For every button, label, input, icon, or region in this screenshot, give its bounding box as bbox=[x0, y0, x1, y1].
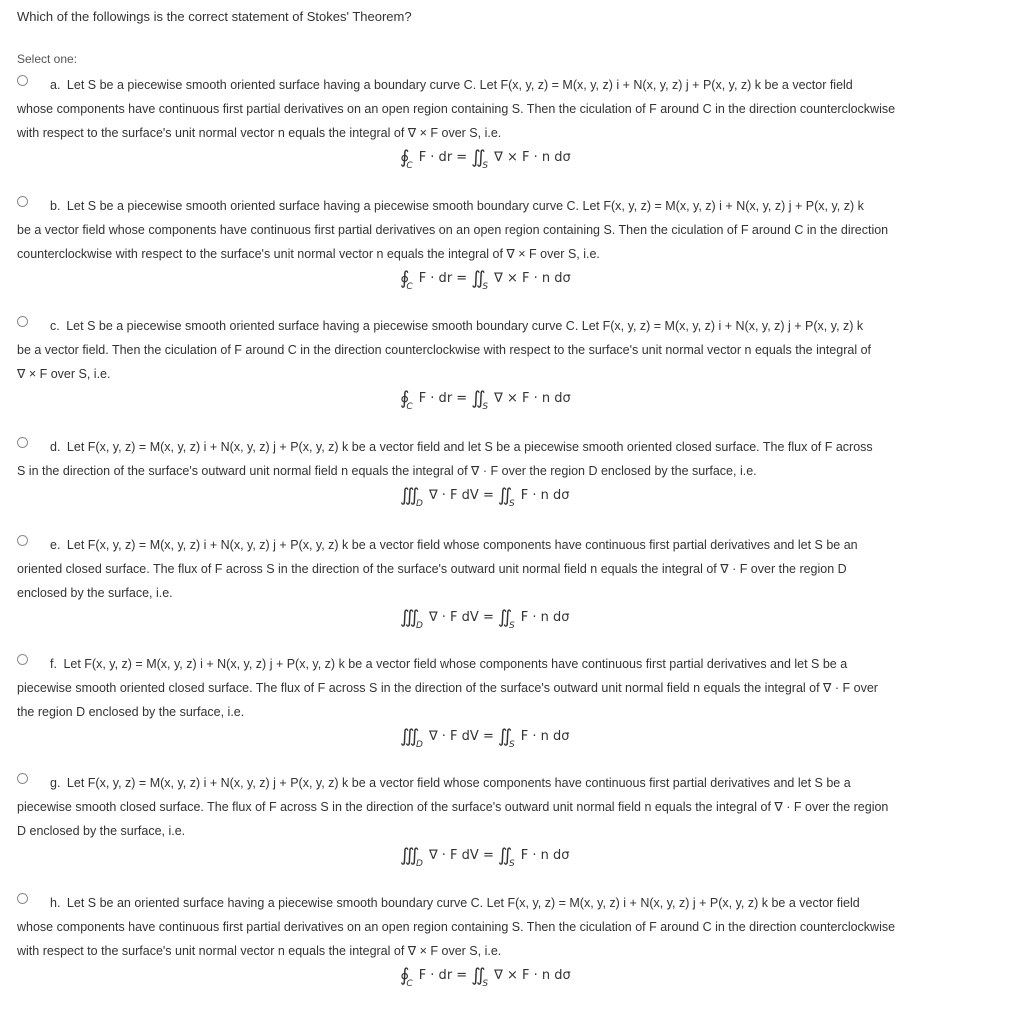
radio-button[interactable] bbox=[17, 773, 28, 784]
option-letter: f. bbox=[50, 657, 57, 671]
lhs-integrand: F · dr = bbox=[418, 391, 468, 406]
option-letter: a. bbox=[50, 78, 61, 92]
rhs-integral-domain: S bbox=[482, 161, 489, 171]
rhs-integral-sign: ∬ bbox=[497, 845, 509, 866]
rhs-integral-sign: ∬ bbox=[497, 726, 509, 747]
lhs-integrand: F · dr = bbox=[418, 150, 468, 165]
option-line: D enclosed by the surface, i.e. bbox=[17, 824, 186, 838]
option-line: with respect to the surface's unit normal vector n equals the integral of ∇ × F over S, i.e. bbox=[17, 944, 502, 958]
radio-button[interactable] bbox=[17, 316, 28, 327]
option-line: Let F(x, y, z) = M(x, y, z) i + N(x, y, z) j + P(x, y, z) k be a vector field whose components have continuous first partial derivatives and let S be an bbox=[66, 538, 858, 552]
rhs-integral-sign: ∬ bbox=[471, 268, 482, 289]
rhs-integrand: F · n dσ bbox=[520, 488, 570, 503]
lhs-integrand: ∇ · F dV = bbox=[428, 729, 494, 744]
option-line: Let S be an oriented surface having a piecewise smooth boundary curve C. Let F(x, y, z) = M(x, y, z) i + N(x, y, z) j + P(x, y, z) k be a vector field bbox=[66, 896, 860, 910]
divergence-formula bbox=[400, 726, 574, 750]
option-line: Let F(x, y, z) = M(x, y, z) i + N(x, y, z) j + P(x, y, z) k be a vector field whose components have continuous first partial derivatives and let S be a bbox=[66, 776, 851, 790]
lhs-integral-sign: ∮ bbox=[400, 965, 406, 986]
option-text bbox=[17, 771, 1007, 843]
lhs-integral-domain: C bbox=[406, 402, 413, 412]
lhs-integrand: ∇ · F dV = bbox=[428, 848, 494, 863]
option-line: be a vector field. Then the ciculation of F around C in the direction counterclockwise with respect to the surface's unit normal vector n equals the integral of bbox=[17, 343, 871, 357]
option-line: whose components have continuous first partial derivatives on an open region containing S. Then the ciculation of F around C in the direction counterclockwise bbox=[17, 102, 896, 116]
option-line: whose components have continuous first partial derivatives on an open region containing S. Then the ciculation of F around C in the direction counterclockwise bbox=[17, 920, 896, 934]
lhs-integral-sign: ∮ bbox=[400, 388, 406, 409]
lhs-integral-sign: ∮ bbox=[400, 268, 406, 289]
radio-button[interactable] bbox=[17, 437, 28, 448]
lhs-integrand: ∇ · F dV = bbox=[428, 610, 494, 625]
lhs-integral-sign: ∭ bbox=[400, 726, 416, 747]
divergence-formula bbox=[400, 845, 574, 869]
option-letter: d. bbox=[50, 440, 61, 454]
lhs-integrand: F · dr = bbox=[418, 271, 468, 286]
option-line: Let S be a piecewise smooth oriented surface having a boundary curve C. Let F(x, y, z) = M(x, y, z) i + N(x, y, z) j + P(x, y, z) k be a vector field bbox=[66, 78, 853, 92]
select-one-label: Select one: bbox=[17, 52, 78, 66]
option-a[interactable] bbox=[17, 73, 1007, 145]
option-line: Let S be a piecewise smooth oriented surface having a piecewise smooth boundary curve C. Let F(x, y, z) = M(x, y, z) i + N(x, y, z) j + P(x, y, z) k bbox=[66, 319, 864, 333]
lhs-integral-domain: C bbox=[406, 979, 413, 989]
rhs-integral-sign: ∬ bbox=[497, 485, 509, 506]
rhs-integral-domain: S bbox=[509, 740, 515, 750]
radio-button[interactable] bbox=[17, 654, 28, 665]
lhs-integral-domain: D bbox=[416, 859, 423, 869]
option-line: with respect to the surface's unit normal vector n equals the integral of ∇ × F over S, i.e. bbox=[17, 126, 502, 140]
radio-button[interactable] bbox=[17, 535, 28, 546]
option-line: the region D enclosed by the surface, i.e. bbox=[17, 705, 245, 719]
option-letter: e. bbox=[50, 538, 61, 552]
rhs-integrand: ∇ × F · n dσ bbox=[494, 968, 571, 983]
option-line: enclosed by the surface, i.e. bbox=[17, 586, 173, 600]
option-letter: h. bbox=[50, 896, 61, 910]
option-h[interactable] bbox=[17, 891, 1007, 963]
option-line: Let S be a piecewise smooth oriented surface having a piecewise smooth boundary curve C. Let F(x, y, z) = M(x, y, z) i + N(x, y, z) j + P(x, y, z) k bbox=[66, 199, 864, 213]
option-letter: b. bbox=[50, 199, 61, 213]
rhs-integral-domain: S bbox=[509, 859, 515, 869]
lhs-integrand: ∇ · F dV = bbox=[428, 488, 494, 503]
rhs-integral-domain: S bbox=[482, 979, 489, 989]
rhs-integral-domain: S bbox=[509, 621, 515, 631]
stokes-formula bbox=[400, 268, 575, 292]
stokes-formula bbox=[400, 965, 575, 989]
option-d[interactable] bbox=[17, 435, 1007, 483]
option-text bbox=[17, 652, 1007, 724]
option-line: Let F(x, y, z) = M(x, y, z) i + N(x, y, z) j + P(x, y, z) k be a vector field whose components have continuous first partial derivatives and let S be a bbox=[63, 657, 848, 671]
lhs-integral-sign: ∮ bbox=[400, 147, 406, 168]
rhs-integrand: F · n dσ bbox=[520, 610, 570, 625]
rhs-integral-sign: ∬ bbox=[471, 388, 482, 409]
lhs-integral-domain: D bbox=[416, 499, 423, 509]
option-line: piecewise smooth oriented closed surface. The flux of F across S in the direction of the surface's outward unit normal field n equals the integral of ∇ · F over bbox=[17, 681, 878, 695]
option-line: S in the direction of the surface's outward unit normal field n equals the integral of ∇ · F over the region D enclosed by the surface, i.e. bbox=[17, 464, 757, 478]
option-line: counterclockwise with respect to the surface's unit normal vector n equals the integral of ∇ × F over S, i.e. bbox=[17, 247, 600, 261]
rhs-integral-sign: ∬ bbox=[471, 965, 482, 986]
lhs-integral-sign: ∭ bbox=[400, 845, 416, 866]
lhs-integrand: F · dr = bbox=[418, 968, 468, 983]
option-line: be a vector field whose components have continuous first partial derivatives on an open region containing S. Then the ciculation of F around C in the direction bbox=[17, 223, 889, 237]
option-letter: c. bbox=[50, 319, 60, 333]
option-text bbox=[17, 194, 1007, 266]
lhs-integral-domain: D bbox=[416, 621, 423, 631]
rhs-integral-sign: ∬ bbox=[497, 607, 509, 628]
divergence-formula bbox=[400, 607, 574, 631]
radio-button[interactable] bbox=[17, 75, 28, 86]
stokes-formula bbox=[400, 147, 575, 171]
rhs-integrand: ∇ × F · n dσ bbox=[494, 271, 571, 286]
option-g[interactable] bbox=[17, 771, 1007, 843]
question-text: Which of the followings is the correct statement of Stokes' Theorem? bbox=[17, 9, 412, 24]
option-c[interactable] bbox=[17, 314, 1007, 386]
stokes-formula bbox=[400, 388, 575, 412]
option-line: ∇ × F over S, i.e. bbox=[17, 367, 111, 381]
rhs-integral-domain: S bbox=[482, 282, 489, 292]
option-b[interactable] bbox=[17, 194, 1007, 266]
rhs-integral-domain: S bbox=[509, 499, 515, 509]
option-line: Let F(x, y, z) = M(x, y, z) i + N(x, y, z) j + P(x, y, z) k be a vector field and let S be a piecewise smooth oriented closed surface. The flux of F across bbox=[66, 440, 873, 454]
rhs-integrand: ∇ × F · n dσ bbox=[494, 391, 571, 406]
option-text bbox=[17, 73, 1007, 145]
lhs-integral-sign: ∭ bbox=[400, 607, 416, 628]
option-text bbox=[17, 891, 1007, 963]
radio-button[interactable] bbox=[17, 893, 28, 904]
rhs-integrand: F · n dσ bbox=[520, 848, 570, 863]
lhs-integral-sign: ∭ bbox=[400, 485, 416, 506]
option-f[interactable] bbox=[17, 652, 1007, 724]
rhs-integrand: ∇ × F · n dσ bbox=[494, 150, 571, 165]
rhs-integral-domain: S bbox=[482, 402, 489, 412]
rhs-integrand: F · n dσ bbox=[520, 729, 570, 744]
option-text bbox=[17, 533, 1007, 605]
lhs-integral-domain: C bbox=[406, 161, 413, 171]
lhs-integral-domain: C bbox=[406, 282, 413, 292]
option-e[interactable] bbox=[17, 533, 1007, 605]
rhs-integral-sign: ∬ bbox=[471, 147, 482, 168]
option-line: oriented closed surface. The flux of F across S in the direction of the surface's outward unit normal field n equals the integral of ∇ · F over the region D bbox=[17, 562, 847, 576]
option-line: piecewise smooth closed surface. The flux of F across S in the direction of the surface's outward unit normal field n equals the integral of ∇ · F over the region bbox=[17, 800, 889, 814]
radio-button[interactable] bbox=[17, 196, 28, 207]
divergence-formula bbox=[400, 485, 574, 509]
option-text bbox=[17, 314, 1007, 386]
option-letter: g. bbox=[50, 776, 61, 790]
option-text bbox=[17, 435, 1007, 483]
lhs-integral-domain: D bbox=[416, 740, 423, 750]
